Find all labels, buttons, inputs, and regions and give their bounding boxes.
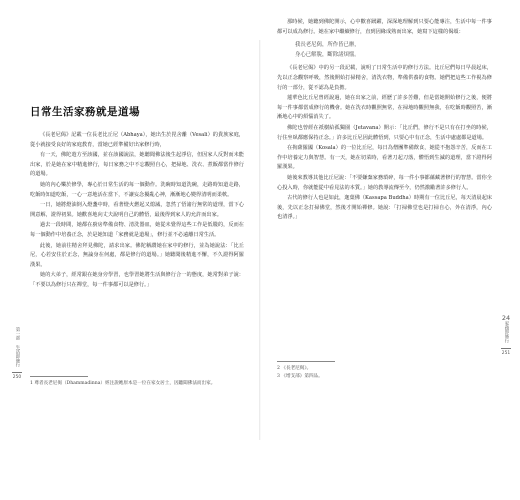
running-head-label: 家務即修行 — [504, 321, 509, 343]
paragraph: 古代的修行人也是如此，迦葉佛（Kassapa Buddha）時期有一位比丘尼，每天清晨起床後，先以正念打掃佛堂，然後才開始禪修。她說：「打掃佛堂也是打掃自心，外在清淨，內心也清淨。」 — [277, 195, 492, 221]
paragraph: 她的內心樂於修學，專心於日常生活的每一個動作。洗碗時知道洗碗，走路時知道走路，吃飯時知道吃飯，一心一意地活在當下，不讓妄念擾亂心神，漸漸地心變得清明而柔軟。 — [30, 181, 244, 198]
verse-quote — [295, 41, 492, 60]
running-head-rule — [501, 348, 511, 349]
footnote: 3 《增支部》第四品。 — [277, 374, 323, 379]
footnotes — [277, 365, 492, 381]
footnote-rule — [277, 361, 335, 362]
paragraph: 《長老尼偈》中的另一段記載，說明了日常生活中的修行方法。比丘尼們每日早晨起床，先以正念觀察呼吸，然後開始打掃精舍，清洗衣物，準備供養的食物。她們把這些工作視為修行的一部分，從不認為是負擔。 — [277, 65, 492, 91]
paragraph: 那時候，她聽到佛陀開示，心中歡喜踴躍，深深地理解到只要心能專注，生活中每一件事都可以成為修行。她在家中繼續修行，直到因緣成熟而出家，她寫下這樣的偈頌： — [277, 19, 492, 35]
running-head-rule — [12, 372, 22, 373]
chapter-number: 24 — [501, 314, 511, 322]
right-page — [277, 18, 492, 224]
footnote: 1 尊者長老尼偈（Dhammadinna）經注說她原本是一位在家女居士，因聽聞佛法而出家。 — [30, 381, 216, 386]
right-running-head — [500, 315, 512, 357]
verse-line: 我長老尼偈，所作皆已辦， — [295, 42, 360, 49]
paragraph: 過去一段時間，她都在廚房準備食物、清洗器皿，她從未覺得這些工作是低賤的，反而在每一個動作中培養正念，於是她知道「家務就是道場」，修行並不必遠離日常生活。 — [30, 222, 244, 238]
chapter-title: 日常生活家務就是道場 — [30, 106, 140, 118]
paragraph: 《長老尼偈》記載一位長老比丘尼（Abhaya），她出生於毘舍離（Vesali）的貴族家庭，從小就接受良好的家庭教育，當她已經準備好出家修行時， — [30, 132, 244, 148]
paragraph: 在拘薩羅國（Kosala）的一位比丘尼，每日為僧團準備飲食，她從不抱怨辛苦，反而在工作中培養定力與智慧。有一天，她在切菜時，看著刀起刀落，體悟到生滅的道理，當下證得阿羅漢果。 — [277, 145, 492, 171]
paragraph: 一日，她將燈油倒入燈盞中時，看著燈火燃起又熄滅，忽然了悟諸行無常的道理，當下心開意解，證得初果。她歡喜地向丈夫說明自己的體悟，最後得到家人的允許而出家。 — [30, 202, 244, 218]
page-gutter — [259, 40, 261, 440]
paragraph: 佛陀也曾經在祇樹給孤獨園（Jetavana）開示：「比丘們，修行不是只有在打坐的時候，行住坐臥都應保持正念。」許多比丘尼因此體悟到，只要心中有正念，生活中處處都是道場。 — [277, 124, 492, 141]
verse-line: 身心已解脫，斷除諸煩惱。 — [295, 51, 360, 58]
paragraph: 此後，她前往精舍拜見佛陀，請求出家。佛陀稱讚她在家中的修行，並為她說法：「比丘尼，心若安住於正念，無論身在何處，都是修行的道場。」她聽聞後精進不懈，不久證得阿羅漢果。 — [30, 242, 244, 268]
paragraph: 她的大弟子，經常跟在她身旁學習，也學習她將生活與修行合一的態度，她常對弟子說：「不要以為修行只在禪堂，每一件事都可以是修行。」 — [30, 272, 244, 288]
page-number: 251 — [501, 351, 511, 356]
paragraph: 有一天，佛陀遊方至該國，並在該國說法，她聽聞佛法後生起淨信，但因家人反對而未能出家，於是她在家中精進修行，每日家務之中不忘觀照自心，把掃地、洗衣、煮飯都當作修行的道場。 — [30, 152, 244, 178]
left-page — [30, 62, 244, 292]
footnote-rule — [30, 376, 88, 377]
left-running-head — [11, 327, 23, 381]
paragraph: 她後來教導其他比丘尼說：「不要嫌棄家務瑣碎，每一件小事都蘊藏著修行的智慧。當你全心投入時，你就能從中看見法的本質。」她的教導流傳至今，仍然激勵著許多修行人。 — [277, 174, 492, 191]
footnote: 2 《長老尼偈》。 — [277, 366, 312, 371]
page-number: 250 — [12, 375, 22, 381]
running-head-label: 第一部 生活即修行 — [15, 327, 20, 368]
paragraph: 蓮華色比丘尼曾經說過，她在出家之前，經歷了許多苦難，但是當她開始修行之後，便將每一件事都當成修行的機會。她在洗衣時觀照無常，在掃地時觀照無我，在吃飯時觀照苦，漸漸地心中的煩惱消失了。 — [277, 95, 492, 121]
